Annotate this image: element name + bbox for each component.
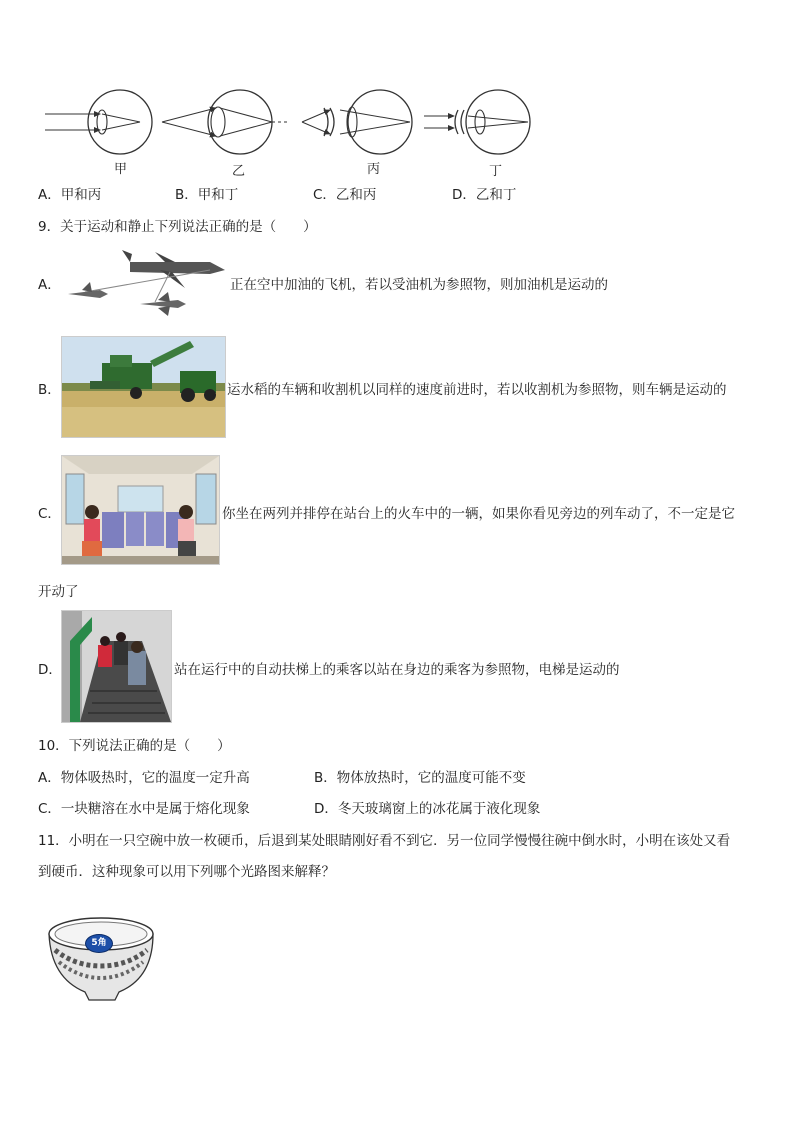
q9-option-d-prefix[interactable]: D． — [38, 662, 62, 678]
q11-stem-line1: 11．小明在一只空碗中放一枚硬币，后退到某处眼睛刚好看不到它．另一位同学慢慢往碗中倒水时，小明在该处又看 — [38, 833, 731, 849]
q9-option-a-text: 正在空中加油的飞机，若以受油机为参照物，则加油机是运动的 — [230, 277, 608, 293]
q10-option-a[interactable]: A．物体吸热时，它的温度一定升高 — [38, 770, 250, 786]
q8-option-b[interactable]: B．甲和丁 — [175, 187, 239, 203]
q10-option-b[interactable]: B．物体放热时，它的温度可能不变 — [314, 770, 526, 786]
coin-icon — [85, 934, 113, 953]
eye-label-bing: 丙 — [367, 162, 381, 177]
q10-option-d[interactable]: D．冬天玻璃窗上的冰花属于液化现象 — [314, 801, 541, 817]
train-interior-image — [61, 455, 220, 565]
q9-option-c-text-line2: 开动了 — [38, 584, 79, 600]
q10-option-c[interactable]: C．一块糖溶在水中是属于熔化现象 — [38, 801, 250, 817]
q8-option-d[interactable]: D．乙和丁 — [452, 187, 517, 203]
eye-ding — [424, 90, 530, 154]
q9-option-b-prefix[interactable]: B． — [38, 382, 61, 398]
q11-stem-line2: 到硬币．这种现象可以用下列哪个光路图来解释？ — [38, 864, 335, 880]
eye-label-ding: 丁 — [489, 164, 503, 179]
eye-jia — [45, 90, 152, 154]
q8-option-a[interactable]: A．甲和丙 — [38, 187, 102, 203]
coin-label: 5角 — [91, 938, 107, 948]
q9-option-c-text-line1: 你坐在两列并排停在站台上的火车中的一辆，如果你看见旁边的列车动了，不一定是它 — [222, 506, 735, 522]
eye-label-yi: 乙 — [232, 164, 246, 179]
q8-option-c[interactable]: C．乙和丙 — [313, 187, 377, 203]
q9-stem: 9．关于运动和静止下列说法正确的是（ ） — [38, 219, 317, 235]
escalator-image — [61, 610, 172, 723]
q9-option-d-text: 站在运行中的自动扶梯上的乘客以站在身边的乘客为参照物，电梯是运动的 — [174, 662, 620, 678]
q9-option-a-prefix[interactable]: A． — [38, 277, 61, 293]
eye-label-jia: 甲 — [114, 162, 128, 177]
refueling-aircraft-image — [60, 244, 230, 322]
q10-stem: 10．下列说法正确的是（ ） — [38, 738, 231, 754]
bowl-with-coin-image — [45, 910, 157, 1004]
q9-option-b-text: 运水稻的车辆和收割机以同样的速度前进时，若以收割机为参照物，则车辆是运动的 — [227, 382, 727, 398]
q9-option-c-prefix[interactable]: C． — [38, 506, 61, 522]
eye-bing — [302, 90, 412, 154]
harvester-field-image — [61, 336, 226, 438]
eye-yi — [162, 90, 290, 154]
